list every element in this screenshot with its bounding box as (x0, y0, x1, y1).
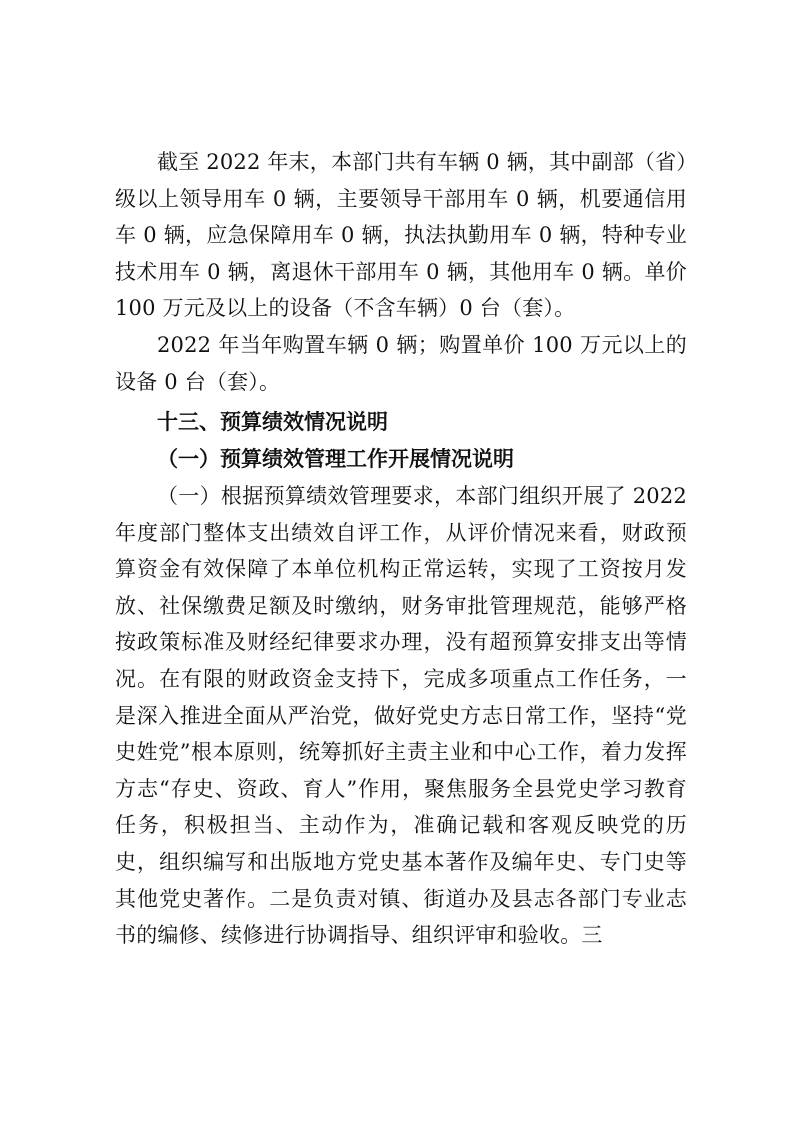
performance-paragraph: （一）根据预算绩效管理要求，本部门组织开展了 2022 年度部门整体支出绩效自评工作，从评价情况来看，财政预算资金有效保障了本单位机构正常运转，实现了工资按月发放、社保缴费足额及时缴纳，财务审批管理规范，能够严格按政策标准及财经纪律要求办理，没有超预算安排支出等情况。在有限的财政资金支持下，完成多项重点工作任务，一是深入推进全面从严治党，做好党史方志日常工作，坚持“党史姓党”根本原则，统筹抓好主责主业和中心工作，着力发挥方志“存史、资政、育人”作用，聚焦服务全县党史学习教育任务，积极担当、主动作为，准确记载和客观反映党的历史，组织编写和出版地方党史基本著作及编年史、专门史等其他党史著作。二是负责对镇、街道办及县志各部门专业志书的编修、续修进行协调指导、组织评审和验收。三 (115, 484, 687, 948)
subsection-heading: （一）预算绩效管理工作开展情况说明 (157, 447, 514, 471)
vehicles-paragraph: 截至 2022 年末，本部门共有车辆 0 辆，其中副部（省）级以上领导用车 0 辆，主要领导干部用车 0 辆，机要通信用车 0 辆，应急保障用车 0 辆，执法执勤用车 0 辆，特种专业技术用车 0 辆，离退休干部用车 0 辆，其他用车 0 辆。单价 100 万元及以上的设备（不含车辆）0 台（套）。 (115, 150, 688, 321)
vehicles-section (115, 144, 687, 327)
purchases-section (115, 327, 687, 400)
purchases-paragraph: 2022 年当年购置车辆 0 辆；购置单价 100 万元以上的设备 0 台（套）。 (115, 333, 687, 394)
performance-section (115, 478, 687, 954)
section-heading: 十三、预算绩效情况说明 (157, 410, 388, 434)
